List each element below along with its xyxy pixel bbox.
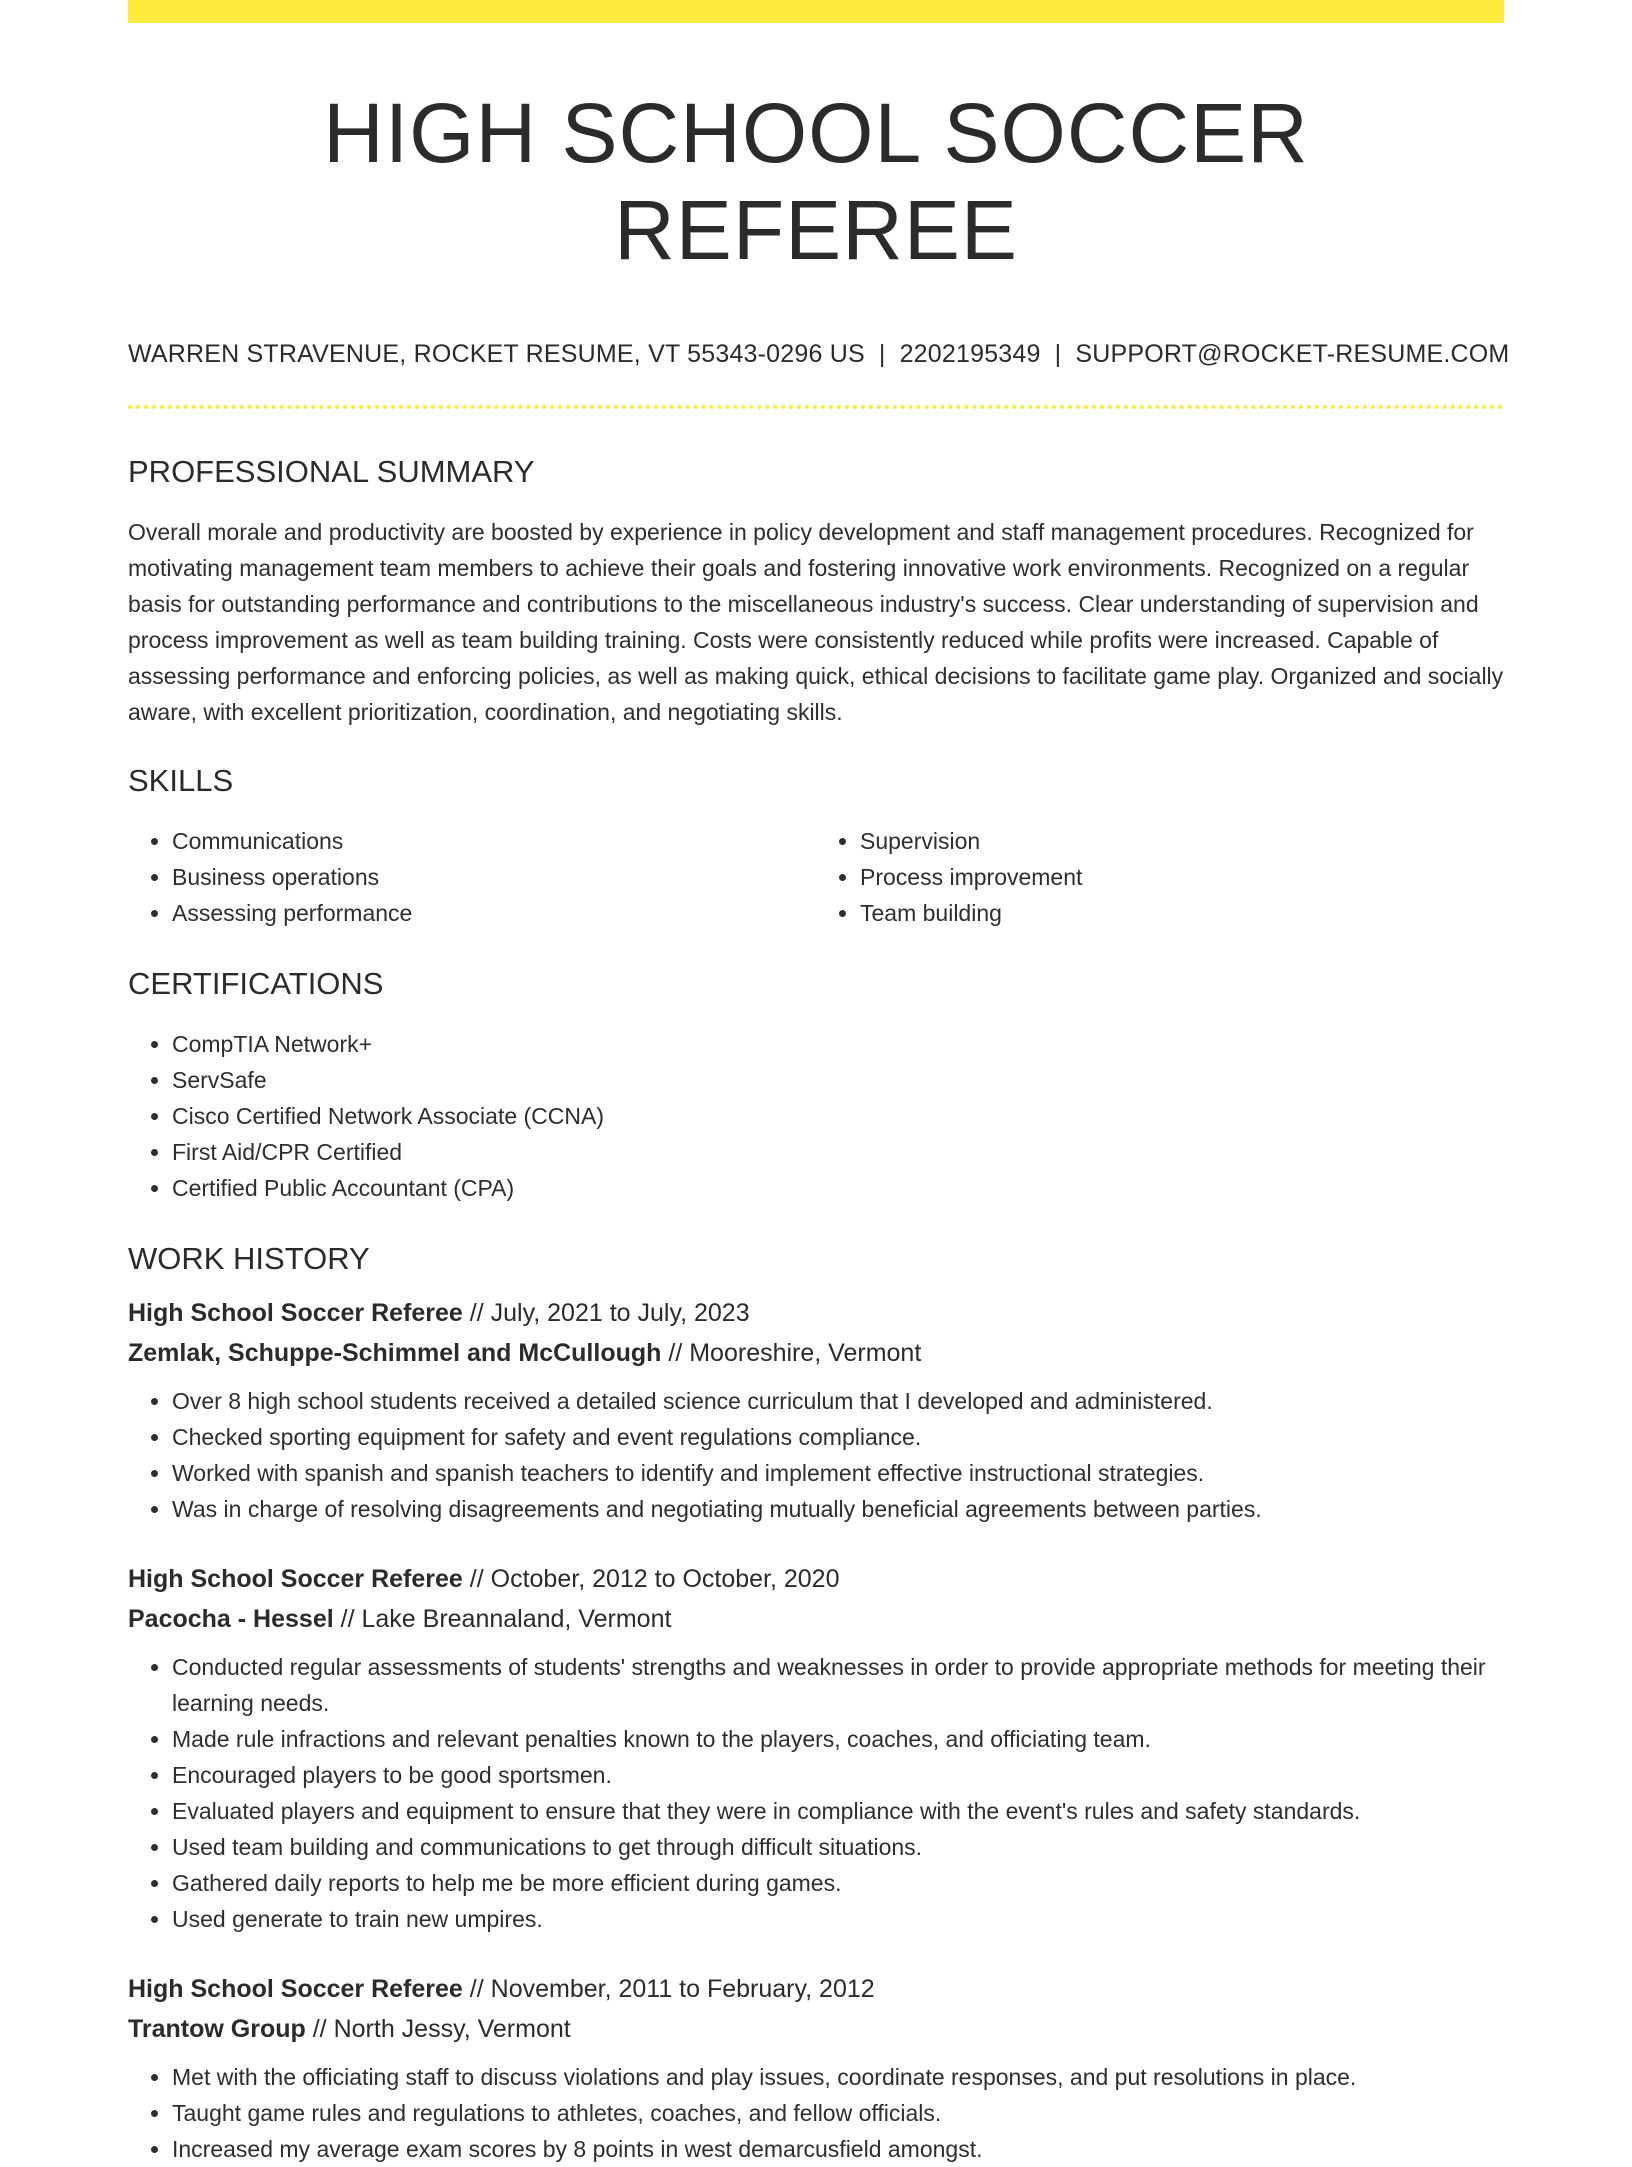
job-role: High School Soccer Referee xyxy=(128,1975,463,2004)
skills-left-list xyxy=(128,823,816,931)
job-bullet: • Gathered daily reports to help me be more efficient during games. xyxy=(172,1865,1504,1901)
contact-address: WARREN STRAVENUE, ROCKET RESUME, VT 55343-0296 US xyxy=(128,340,865,369)
job-entry xyxy=(128,1559,1504,1937)
job-bullet: • Used team building and communications to get through difficult situations. xyxy=(172,1829,1504,1865)
job-bullets xyxy=(128,1649,1504,1937)
dotted-divider xyxy=(128,405,1504,409)
certification-item: • Cisco Certified Network Associate (CCNA) xyxy=(172,1098,1504,1134)
certification-item: • CompTIA Network+ xyxy=(172,1026,1504,1062)
skills-grid xyxy=(128,823,1504,931)
accent-bar xyxy=(128,0,1504,23)
delimiter: // xyxy=(469,1975,484,2004)
certifications-list xyxy=(128,1026,1504,1206)
job-company: Zemlak, Schuppe-Schimmel and McCullough xyxy=(128,1339,662,1368)
job-bullet: • Was in charge of resolving disagreements and negotiating mutually beneficial agreements between parties. xyxy=(172,1491,1504,1527)
job-company-line xyxy=(128,1599,1504,1639)
job-bullet: • Conducted regular assessments of students' strengths and weaknesses in order to provide appropriate methods for meeting their learning needs. xyxy=(172,1649,1504,1721)
job-role-line xyxy=(128,1969,1504,2009)
job-location: North Jessy, Vermont xyxy=(333,2015,571,2044)
job-company: Pacocha - Hessel xyxy=(128,1605,334,1634)
contact-line xyxy=(128,338,1510,371)
resume-page xyxy=(128,0,1510,2167)
delimiter: // xyxy=(312,2015,327,2044)
skills-heading: SKILLS xyxy=(128,762,234,798)
job-bullet: • Taught game rules and regulations to athletes, coaches, and fellow officials. xyxy=(172,2095,1504,2131)
job-bullet: • Over 8 high school students received a detailed science curriculum that I developed and administered. xyxy=(172,1383,1504,1419)
certifications-heading: CERTIFICATIONS xyxy=(128,966,384,1002)
job-bullets xyxy=(128,2059,1504,2167)
delimiter: // xyxy=(469,1299,484,1328)
job-bullets xyxy=(128,1383,1504,1527)
job-dates: July, 2021 to July, 2023 xyxy=(490,1299,750,1328)
job-company: Trantow Group xyxy=(128,2015,306,2044)
job-bullet: • Met with the officiating staff to discuss violations and play issues, coordinate responses, and put resolutions in place. xyxy=(172,2059,1504,2095)
job-role-line xyxy=(128,1559,1504,1599)
job-role: High School Soccer Referee xyxy=(128,1565,463,1594)
job-bullet: • Encouraged players to be good sportsmen. xyxy=(172,1757,1504,1793)
work-history-heading: WORK HISTORY xyxy=(128,1241,370,1277)
summary-heading: PROFESSIONAL SUMMARY xyxy=(128,453,535,489)
job-role: High School Soccer Referee xyxy=(128,1299,463,1328)
job-bullet: • Worked with spanish and spanish teachers to identify and implement effective instructional strategies. xyxy=(172,1455,1504,1491)
job-location: Mooreshire, Vermont xyxy=(689,1339,922,1368)
summary-text: Overall morale and productivity are boosted by experience in policy development and staff management procedures. Recognized for motivating management team members to achieve their goals and fostering innovative work environments. Recognized on a regular basis for outstanding performance and contributions to the miscellaneous industry's success. Clear understanding of supervision and process improvement as well as team building training. Costs were consistently reduced while profits were increased. Capable of assessing performance and enforcing policies, as well as making quick, ethical decisions to facilitate game play. Organized and socially aware, with excellent prioritization, coordination, and negotiating skills. xyxy=(128,518,1504,725)
contact-email: SUPPORT@ROCKET-RESUME.COM xyxy=(1075,340,1510,369)
job-bullet: • Checked sporting equipment for safety and event regulations compliance. xyxy=(172,1419,1504,1455)
delimiter: // xyxy=(340,1605,355,1634)
job-dates: October, 2012 to October, 2020 xyxy=(490,1565,840,1594)
certification-item: • First Aid/CPR Certified xyxy=(172,1134,1504,1170)
skill-item: • Process improvement xyxy=(860,859,1504,895)
delimiter: // xyxy=(469,1565,484,1594)
contact-phone: 2202195349 xyxy=(899,340,1041,369)
skill-item: • Team building xyxy=(860,895,1504,931)
skills-right-list xyxy=(816,823,1504,931)
skill-item: • Communications xyxy=(172,823,816,859)
job-entry xyxy=(128,1293,1504,1527)
skill-item: • Supervision xyxy=(860,823,1504,859)
job-company-line xyxy=(128,2009,1504,2049)
job-bullet: • Used generate to train new umpires. xyxy=(172,1901,1504,1937)
job-bullet: • Made rule infractions and relevant penalties known to the players, coaches, and officiating team. xyxy=(172,1721,1504,1757)
contact-separator: | xyxy=(878,340,886,369)
job-location: Lake Breannaland, Vermont xyxy=(361,1605,672,1634)
job-company-line xyxy=(128,1333,1504,1373)
job-role-line xyxy=(128,1293,1504,1333)
resume-title: HIGH SCHOOL SOCCER REFEREE xyxy=(323,86,1309,277)
job-dates: November, 2011 to February, 2012 xyxy=(490,1975,875,2004)
job-bullet: • Increased my average exam scores by 8 points in west demarcusfield amongst. xyxy=(172,2131,1504,2167)
certification-item: • Certified Public Accountant (CPA) xyxy=(172,1170,1504,1206)
contact-separator: | xyxy=(1054,340,1062,369)
certification-item: • ServSafe xyxy=(172,1062,1504,1098)
job-bullet: • Evaluated players and equipment to ensure that they were in compliance with the event's rules and safety standards. xyxy=(172,1793,1504,1829)
skill-item: • Assessing performance xyxy=(172,895,816,931)
delimiter: // xyxy=(668,1339,683,1368)
skill-item: • Business operations xyxy=(172,859,816,895)
job-entry xyxy=(128,1969,1504,2167)
